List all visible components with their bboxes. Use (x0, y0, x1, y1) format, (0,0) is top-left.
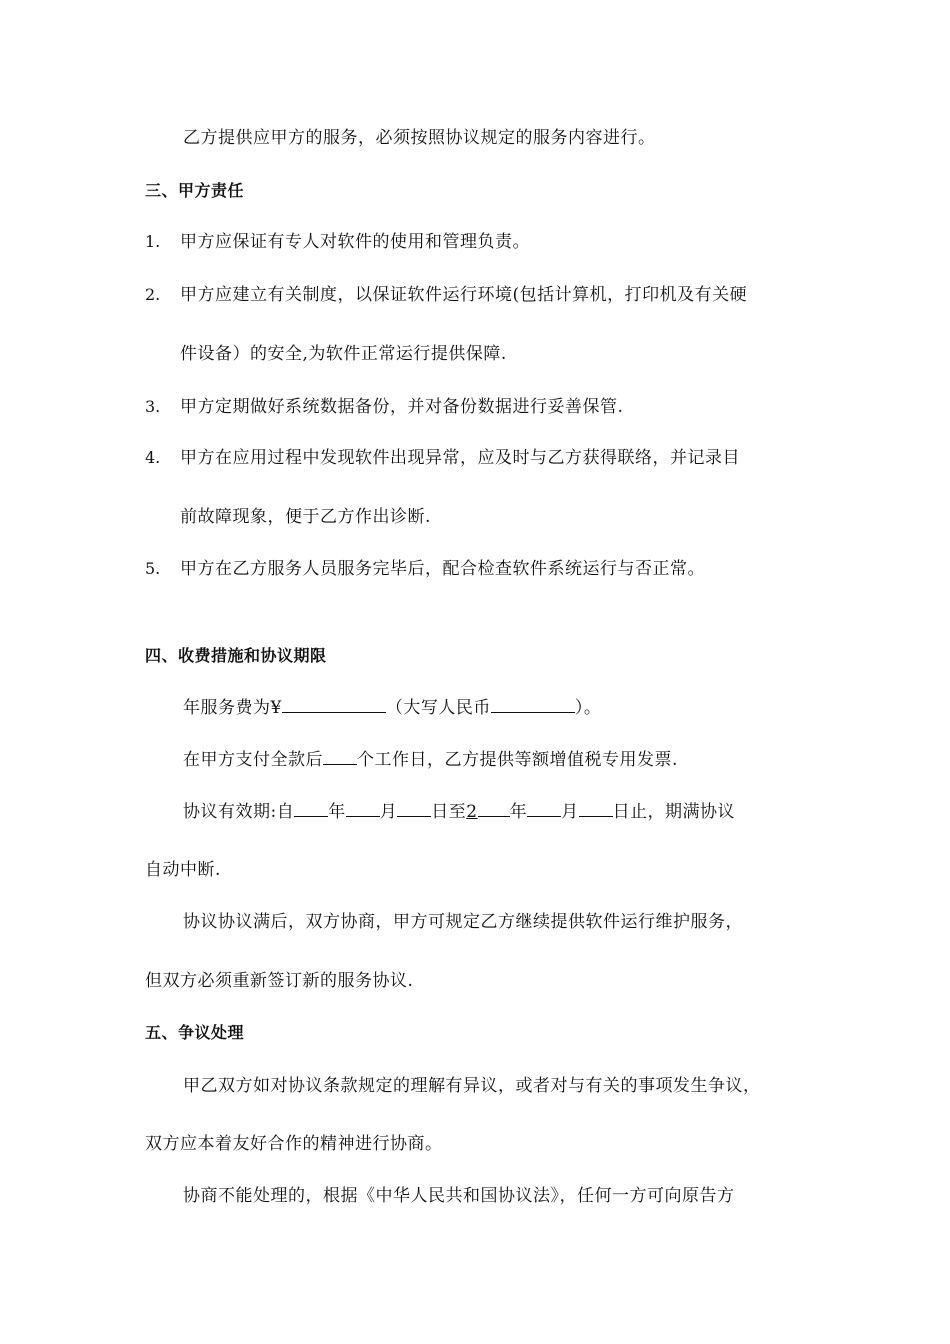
period-end-text: 日止，期满协议 (612, 802, 736, 822)
end-year-blank[interactable] (478, 800, 510, 817)
fee-capital-blank[interactable] (491, 696, 575, 713)
section-5-heading: 五、争议处理 (145, 1023, 245, 1042)
fee-amount-blank[interactable] (282, 696, 386, 713)
section-3-heading: 三、甲方责任 (145, 181, 245, 200)
dispute-line-2: 双方应本着友好合作的精神进行协商。 (145, 1134, 443, 1154)
list-item-text: 甲方在乙方服务人员服务完毕后，配合检查软件系统运行与否正常。 (180, 559, 705, 579)
section-4-heading: 四、收费措施和协议期限 (145, 646, 327, 665)
list-item-text: 前故障现象，便于乙方作出诊断. (180, 507, 431, 527)
invoice-line (183, 748, 678, 771)
item-number: 3. (145, 397, 161, 416)
period-line-2: 自动中断. (145, 860, 221, 880)
invoice-text-b: 个工作日，乙方提供等额增值税专用发票. (357, 750, 678, 770)
dispute-line-3: 协商不能处理的，根据《中华人民共和国协议法》，任何一方可向原告方 (183, 1186, 735, 1206)
list-item-text: 甲方应保证有专人对软件的使用和管理负责。 (180, 232, 530, 252)
item-number: 1. (145, 232, 161, 251)
day-to-label: 日至 (431, 802, 467, 822)
list-item-text: 甲方在应用过程中发现软件出现异常，应及时与乙方获得联络，并记录目 (180, 448, 740, 468)
workday-blank[interactable] (323, 748, 357, 765)
item-number: 5. (145, 559, 161, 578)
fee-line (183, 696, 601, 719)
fee-close: ）。 (574, 698, 602, 718)
fee-capital-label: （大写人民币 (385, 698, 491, 718)
end-year-prefix: 2 (466, 802, 478, 822)
item-number: 4. (145, 448, 161, 467)
dispute-line-1: 甲乙双方如对协议条款规定的理解有异议，或者对与有关的事项发生争议， (183, 1076, 761, 1096)
end-day-blank[interactable] (579, 800, 613, 817)
period-line (183, 800, 735, 823)
start-day-blank[interactable] (397, 800, 431, 817)
year-label: 年 (509, 802, 528, 822)
renew-line-1: 协议协议满后，双方协商，甲方可规定乙方继续提供软件运行维护服务， (183, 912, 743, 932)
month-label: 月 (379, 802, 398, 822)
item-number: 2. (145, 285, 161, 304)
fee-label: 年服务费为¥ (183, 698, 282, 718)
invoice-text-a: 在甲方支付全款后 (183, 750, 323, 770)
end-month-blank[interactable] (527, 800, 561, 817)
intro-paragraph: 乙方提供应甲方的服务，必须按照协议规定的服务内容进行。 (183, 128, 656, 148)
renew-line-2: 但双方必须重新签订新的服务协议. (145, 971, 414, 991)
start-month-blank[interactable] (346, 800, 380, 817)
list-item-text: 甲方定期做好系统数据备份，并对备份数据进行妥善保管. (180, 397, 624, 417)
year-label: 年 (328, 802, 346, 822)
list-item-text: 甲方应建立有关制度，以保证软件运行环境(包括计算机，打印机及有关硬 (180, 285, 748, 305)
start-year-blank[interactable] (294, 800, 328, 817)
month-label: 月 (561, 802, 579, 822)
period-label: 协议有效期:自 (183, 802, 295, 822)
list-item-text: 件设备）的安全,为软件正常运行提供保障. (180, 344, 507, 364)
